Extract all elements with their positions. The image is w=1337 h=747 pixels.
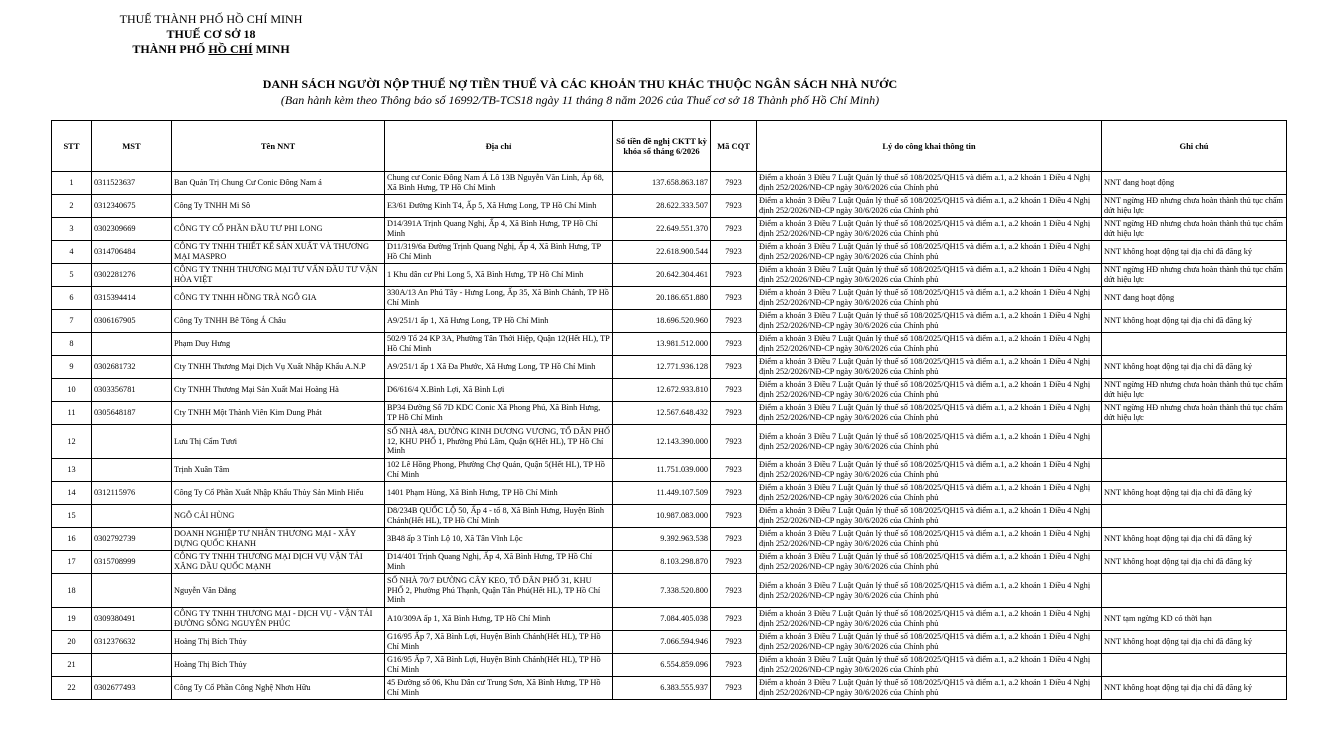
table-row <box>52 505 1287 528</box>
row-note: NNT đang hoạt động <box>1102 172 1287 195</box>
row-amount: 7.084.405.038 <box>613 608 711 631</box>
row-mst: 0302309669 <box>92 218 172 241</box>
row-mst <box>92 425 172 459</box>
row-stt: 15 <box>52 505 92 528</box>
row-amount: 20.642.304.461 <box>613 264 711 287</box>
row-amount: 13.981.512.000 <box>613 333 711 356</box>
row-address: A9/251/1 ấp 1, Xã Hưng Long, TP Hồ Chí Minh <box>385 310 613 333</box>
row-note <box>1102 425 1287 459</box>
table-row <box>52 425 1287 459</box>
row-reason: Điểm a khoản 3 Điều 7 Luật Quản lý thuế số 108/2025/QH15 và điểm a.1, a.2 khoản 1 Điều 4 Nghị định 252/2026/NĐ-CP ngày 30/6/2026 của Chính phủ <box>757 264 1102 287</box>
row-taxpayer-name: Công Ty TNHH Bê Tông Á Châu <box>172 310 385 333</box>
row-stt: 19 <box>52 608 92 631</box>
row-address: E3/61 Đường Kinh T4, Ấp 5, Xã Hưng Long, TP Hồ Chí Minh <box>385 195 613 218</box>
row-mst: 0302677493 <box>92 677 172 700</box>
agency-line-3a: THÀNH PHỐ <box>132 42 209 56</box>
col-header-stt: STT <box>52 121 92 172</box>
row-cqt-code: 7923 <box>711 195 757 218</box>
row-reason: Điểm a khoản 3 Điều 7 Luật Quản lý thuế số 108/2025/QH15 và điểm a.1, a.2 khoản 1 Điều 4 Nghị định 252/2026/NĐ-CP ngày 30/6/2026 của Chính phủ <box>757 356 1102 379</box>
table-row <box>52 310 1287 333</box>
row-note: NNT không hoạt động tại địa chỉ đã đăng ký <box>1102 482 1287 505</box>
row-note: NNT không hoạt động tại địa chỉ đã đăng ký <box>1102 310 1287 333</box>
row-mst <box>92 333 172 356</box>
row-stt: 22 <box>52 677 92 700</box>
row-stt: 16 <box>52 528 92 551</box>
row-stt: 5 <box>52 264 92 287</box>
row-reason: Điểm a khoản 3 Điều 7 Luật Quản lý thuế số 108/2025/QH15 và điểm a.1, a.2 khoản 1 Điều 4 Nghị định 252/2026/NĐ-CP ngày 30/6/2026 của Chính phủ <box>757 677 1102 700</box>
row-address: SỐ NHÀ 70/7 ĐƯỜNG CÂY KEO, TỔ DÂN PHỐ 31, KHU PHỐ 2, Phường Phú Thạnh, Quận Tân Phú(Hết HL), TP Hồ Chí Minh <box>385 574 613 608</box>
row-note: NNT không hoạt động tại địa chỉ đã đăng ký <box>1102 241 1287 264</box>
issuing-agency-block <box>96 12 326 57</box>
row-amount: 9.392.963.538 <box>613 528 711 551</box>
document-subtitle: (Ban hành kèm theo Thông báo số 16992/TB-TCS18 ngày 11 tháng 8 năm 2026 của Thuế cơ sở 18 Thành phố Hồ Chí Minh) <box>280 93 880 107</box>
row-reason: Điểm a khoản 3 Điều 7 Luật Quản lý thuế số 108/2025/QH15 và điểm a.1, a.2 khoản 1 Điều 4 Nghị định 252/2026/NĐ-CP ngày 30/6/2026 của Chính phủ <box>757 482 1102 505</box>
row-amount: 18.696.520.960 <box>613 310 711 333</box>
row-mst: 0303356781 <box>92 379 172 402</box>
row-mst: 0302281276 <box>92 264 172 287</box>
row-cqt-code: 7923 <box>711 459 757 482</box>
row-reason: Điểm a khoản 3 Điều 7 Luật Quản lý thuế số 108/2025/QH15 và điểm a.1, a.2 khoản 1 Điều 4 Nghị định 252/2026/NĐ-CP ngày 30/6/2026 của Chính phủ <box>757 241 1102 264</box>
table-row <box>52 264 1287 287</box>
row-address: 330A/13 An Phú Tây - Hưng Long, Ấp 35, Xã Bình Chánh, TP Hồ Chí Minh <box>385 287 613 310</box>
row-stt: 9 <box>52 356 92 379</box>
row-amount: 12.771.936.128 <box>613 356 711 379</box>
table-row <box>52 356 1287 379</box>
row-cqt-code: 7923 <box>711 241 757 264</box>
row-mst: 0311523637 <box>92 172 172 195</box>
row-reason: Điểm a khoản 3 Điều 7 Luật Quản lý thuế số 108/2025/QH15 và điểm a.1, a.2 khoản 1 Điều 4 Nghị định 252/2026/NĐ-CP ngày 30/6/2026 của Chính phủ <box>757 195 1102 218</box>
row-taxpayer-name: Nguyễn Văn Đẳng <box>172 574 385 608</box>
table-row <box>52 195 1287 218</box>
row-reason: Điểm a khoản 3 Điều 7 Luật Quản lý thuế số 108/2025/QH15 và điểm a.1, a.2 khoản 1 Điều 4 Nghị định 252/2026/NĐ-CP ngày 30/6/2026 của Chính phủ <box>757 574 1102 608</box>
row-note: NNT không hoạt động tại địa chỉ đã đăng ký <box>1102 677 1287 700</box>
row-mst: 0315708999 <box>92 551 172 574</box>
row-stt: 18 <box>52 574 92 608</box>
agency-line-3b: HỒ CHÍ <box>208 42 253 56</box>
row-stt: 11 <box>52 402 92 425</box>
row-amount: 28.622.333.507 <box>613 195 711 218</box>
row-amount: 10.987.083.000 <box>613 505 711 528</box>
table-header-row <box>52 121 1287 172</box>
row-taxpayer-name: NGÔ CẢI HÙNG <box>172 505 385 528</box>
row-cqt-code: 7923 <box>711 356 757 379</box>
col-header-address: Địa chỉ <box>385 121 613 172</box>
table-row <box>52 459 1287 482</box>
row-note: NNT tạm ngừng KD có thời hạn <box>1102 608 1287 631</box>
row-mst: 0309380491 <box>92 608 172 631</box>
agency-line-3c: MINH <box>252 42 290 56</box>
table-row <box>52 333 1287 356</box>
row-address: 102 Lê Hồng Phong, Phường Chợ Quán, Quận 5(Hết HL), TP Hồ Chí Minh <box>385 459 613 482</box>
row-taxpayer-name: CÔNG TY TNHH THIẾT KẾ SẢN XUẤT VÀ THƯƠNG MẠI MASPRO <box>172 241 385 264</box>
row-mst <box>92 654 172 677</box>
row-reason: Điểm a khoản 3 Điều 7 Luật Quản lý thuế số 108/2025/QH15 và điểm a.1, a.2 khoản 1 Điều 4 Nghị định 252/2026/NĐ-CP ngày 30/6/2026 của Chính phủ <box>757 218 1102 241</box>
row-amount: 22.618.900.544 <box>613 241 711 264</box>
row-mst: 0302681732 <box>92 356 172 379</box>
col-header-name: Tên NNT <box>172 121 385 172</box>
row-mst: 0312115976 <box>92 482 172 505</box>
row-amount: 8.103.298.870 <box>613 551 711 574</box>
row-note <box>1102 654 1287 677</box>
row-stt: 7 <box>52 310 92 333</box>
row-taxpayer-name: Phạm Duy Hưng <box>172 333 385 356</box>
row-note: NNT không hoạt động tại địa chỉ đã đăng ký <box>1102 551 1287 574</box>
row-cqt-code: 7923 <box>711 608 757 631</box>
row-taxpayer-name: Công Ty Cổ Phần Công Nghệ Nhơn Hữu <box>172 677 385 700</box>
row-cqt-code: 7923 <box>711 425 757 459</box>
row-amount: 6.554.859.096 <box>613 654 711 677</box>
row-amount: 11.751.039.000 <box>613 459 711 482</box>
row-amount: 20.186.651.880 <box>613 287 711 310</box>
col-header-mst: MST <box>92 121 172 172</box>
row-note: NNT ngừng HĐ nhưng chưa hoàn thành thủ tục chấm dứt hiệu lực <box>1102 264 1287 287</box>
col-header-cqt: Mã CQT <box>711 121 757 172</box>
table-row <box>52 172 1287 195</box>
document-title: DANH SÁCH NGƯỜI NỘP THUẾ NỢ TIỀN THUẾ VÀ CÁC KHOẢN THU KHÁC THUỘC NGÂN SÁCH NHÀ NƯỚC <box>262 77 898 91</box>
table-row <box>52 482 1287 505</box>
row-amount: 7.066.594.946 <box>613 631 711 654</box>
table-row <box>52 241 1287 264</box>
row-cqt-code: 7923 <box>711 218 757 241</box>
row-cqt-code: 7923 <box>711 287 757 310</box>
row-cqt-code: 7923 <box>711 528 757 551</box>
row-note <box>1102 459 1287 482</box>
row-reason: Điểm a khoản 3 Điều 7 Luật Quản lý thuế số 108/2025/QH15 và điểm a.1, a.2 khoản 1 Điều 4 Nghị định 252/2026/NĐ-CP ngày 30/6/2026 của Chính phủ <box>757 402 1102 425</box>
row-note <box>1102 574 1287 608</box>
row-mst: 0312376632 <box>92 631 172 654</box>
row-address: 45 Đường số 06, Khu Dân cư Trung Sơn, Xã Bình Hưng, TP Hồ Chí Minh <box>385 677 613 700</box>
row-mst <box>92 459 172 482</box>
row-amount: 12.672.933.810 <box>613 379 711 402</box>
table-row <box>52 631 1287 654</box>
row-stt: 8 <box>52 333 92 356</box>
table-row <box>52 608 1287 631</box>
row-stt: 2 <box>52 195 92 218</box>
row-taxpayer-name: DOANH NGHIỆP TƯ NHÂN THƯƠNG MẠI - XÂY DỰNG QUỐC KHANH <box>172 528 385 551</box>
row-note: NNT ngừng HĐ nhưng chưa hoàn thành thủ tục chấm dứt hiệu lực <box>1102 218 1287 241</box>
row-mst: 0315394414 <box>92 287 172 310</box>
row-address: G16/95 Ấp 7, Xã Bình Lợi, Huyện Bình Chánh(Hết HL), TP Hồ Chí Minh <box>385 654 613 677</box>
row-address: 3B48 ấp 3 Tỉnh Lộ 10, Xã Tân Vĩnh Lộc <box>385 528 613 551</box>
row-stt: 10 <box>52 379 92 402</box>
row-stt: 20 <box>52 631 92 654</box>
row-mst: 0306167905 <box>92 310 172 333</box>
row-address: D11/319/6a Đường Trịnh Quang Nghị, Ấp 4, Xã Bình Hưng, TP Hồ Chí Minh <box>385 241 613 264</box>
row-note: NNT không hoạt động tại địa chỉ đã đăng ký <box>1102 356 1287 379</box>
row-mst: 0305648187 <box>92 402 172 425</box>
table-row <box>52 379 1287 402</box>
row-taxpayer-name: Lưu Thị Cẩm Tươi <box>172 425 385 459</box>
row-cqt-code: 7923 <box>711 654 757 677</box>
debtor-table <box>51 120 1287 700</box>
row-cqt-code: 7923 <box>711 264 757 287</box>
row-taxpayer-name: Hoàng Thị Bích Thủy <box>172 631 385 654</box>
table-row <box>52 654 1287 677</box>
row-taxpayer-name: Cty TNHH Thương Mại Dịch Vụ Xuất Nhập Khẩu A.N.P <box>172 356 385 379</box>
table-row <box>52 574 1287 608</box>
row-address: A10/309A ấp 1, Xã Bình Hưng, TP Hồ Chí Minh <box>385 608 613 631</box>
row-address: A9/251/1 ấp 1 Xã Đa Phước, Xã Hưng Long, TP Hồ Chí Minh <box>385 356 613 379</box>
row-mst: 0312340675 <box>92 195 172 218</box>
table-row <box>52 218 1287 241</box>
row-taxpayer-name: CÔNG TY TNHH THƯƠNG MẠI TƯ VẤN ĐẦU TƯ VẬN HÒA VIỆT <box>172 264 385 287</box>
row-taxpayer-name: CÔNG TY CỔ PHẦN ĐẦU TƯ PHI LONG <box>172 218 385 241</box>
col-header-note: Ghi chú <box>1102 121 1287 172</box>
row-mst <box>92 574 172 608</box>
row-taxpayer-name: CÔNG TY TNHH HỒNG TRÀ NGÔ GIA <box>172 287 385 310</box>
row-address: D6/616/4 X.Bình Lợi, Xã Bình Lợi <box>385 379 613 402</box>
row-cqt-code: 7923 <box>711 505 757 528</box>
row-stt: 17 <box>52 551 92 574</box>
agency-line-2: THUẾ CƠ SỞ 18 <box>166 27 256 41</box>
row-note: NNT không hoạt động tại địa chỉ đã đăng ký <box>1102 528 1287 551</box>
row-reason: Điểm a khoản 3 Điều 7 Luật Quản lý thuế số 108/2025/QH15 và điểm a.1, a.2 khoản 1 Điều 4 Nghị định 252/2026/NĐ-CP ngày 30/6/2026 của Chính phủ <box>757 379 1102 402</box>
table-row <box>52 528 1287 551</box>
row-reason: Điểm a khoản 3 Điều 7 Luật Quản lý thuế số 108/2025/QH15 và điểm a.1, a.2 khoản 1 Điều 4 Nghị định 252/2026/NĐ-CP ngày 30/6/2026 của Chính phủ <box>757 608 1102 631</box>
row-amount: 7.338.520.800 <box>613 574 711 608</box>
row-reason: Điểm a khoản 3 Điều 7 Luật Quản lý thuế số 108/2025/QH15 và điểm a.1, a.2 khoản 1 Điều 4 Nghị định 252/2026/NĐ-CP ngày 30/6/2026 của Chính phủ <box>757 505 1102 528</box>
row-reason: Điểm a khoản 3 Điều 7 Luật Quản lý thuế số 108/2025/QH15 và điểm a.1, a.2 khoản 1 Điều 4 Nghị định 252/2026/NĐ-CP ngày 30/6/2026 của Chính phủ <box>757 551 1102 574</box>
row-taxpayer-name: Công Ty Cổ Phần Xuất Nhập Khẩu Thủy Sản Minh Hiếu <box>172 482 385 505</box>
row-address: Chung cư Conic Đông Nam Á Lô 13B Nguyễn Văn Linh, Áp 68, Xã Bình Hưng, TP Hồ Chí Minh <box>385 172 613 195</box>
col-header-amount: Số tiền đề nghị CKTT kỳ khóa sổ tháng 6/2026 <box>613 121 711 172</box>
table-row <box>52 402 1287 425</box>
row-address: SỐ NHÀ 48A, ĐƯỜNG KINH DƯƠNG VƯƠNG, TỔ DÂN PHỐ 12, KHU PHỐ 1, Phường Phú Lâm, Quận 6(Hết HL), TP Hồ Chí Minh <box>385 425 613 459</box>
row-cqt-code: 7923 <box>711 482 757 505</box>
row-note: NNT đang hoạt động <box>1102 287 1287 310</box>
col-header-reason: Lý do công khai thông tin <box>757 121 1102 172</box>
row-cqt-code: 7923 <box>711 172 757 195</box>
row-taxpayer-name: Hoàng Thị Bích Thủy <box>172 654 385 677</box>
row-taxpayer-name: CÔNG TY TNHH THƯƠNG MẠI - DỊCH VỤ - VẬN TẢI ĐƯỜNG SÔNG NGUYÊN PHÚC <box>172 608 385 631</box>
table-row <box>52 551 1287 574</box>
row-cqt-code: 7923 <box>711 379 757 402</box>
row-address: 1401 Phạm Hùng, Xã Bình Hưng, TP Hồ Chí Minh <box>385 482 613 505</box>
row-taxpayer-name: Công Ty TNHH Mi Sô <box>172 195 385 218</box>
row-stt: 12 <box>52 425 92 459</box>
row-cqt-code: 7923 <box>711 551 757 574</box>
row-stt: 13 <box>52 459 92 482</box>
row-reason: Điểm a khoản 3 Điều 7 Luật Quản lý thuế số 108/2025/QH15 và điểm a.1, a.2 khoản 1 Điều 4 Nghị định 252/2026/NĐ-CP ngày 30/6/2026 của Chính phủ <box>757 333 1102 356</box>
row-note: NNT ngừng HĐ nhưng chưa hoàn thành thủ tục chấm dứt hiệu lực <box>1102 195 1287 218</box>
row-reason: Điểm a khoản 3 Điều 7 Luật Quản lý thuế số 108/2025/QH15 và điểm a.1, a.2 khoản 1 Điều 4 Nghị định 252/2026/NĐ-CP ngày 30/6/2026 của Chính phủ <box>757 528 1102 551</box>
row-amount: 137.658.863.187 <box>613 172 711 195</box>
row-reason: Điểm a khoản 3 Điều 7 Luật Quản lý thuế số 108/2025/QH15 và điểm a.1, a.2 khoản 1 Điều 4 Nghị định 252/2026/NĐ-CP ngày 30/6/2026 của Chính phủ <box>757 459 1102 482</box>
row-note: NNT ngừng HĐ nhưng chưa hoàn thành thủ tục chấm dứt hiệu lực <box>1102 402 1287 425</box>
row-stt: 4 <box>52 241 92 264</box>
row-address: D14/391A Trịnh Quang Nghị, Ấp 4, Xã Bình Hưng, TP Hồ Chí Minh <box>385 218 613 241</box>
row-cqt-code: 7923 <box>711 677 757 700</box>
row-stt: 14 <box>52 482 92 505</box>
table-row <box>52 287 1287 310</box>
row-taxpayer-name: Ban Quản Trị Chung Cư Conic Đông Nam á <box>172 172 385 195</box>
row-amount: 6.383.555.937 <box>613 677 711 700</box>
row-stt: 1 <box>52 172 92 195</box>
row-reason: Điểm a khoản 3 Điều 7 Luật Quản lý thuế số 108/2025/QH15 và điểm a.1, a.2 khoản 1 Điều 4 Nghị định 252/2026/NĐ-CP ngày 30/6/2026 của Chính phủ <box>757 425 1102 459</box>
row-amount: 12.143.390.000 <box>613 425 711 459</box>
row-cqt-code: 7923 <box>711 574 757 608</box>
row-amount: 11.449.107.509 <box>613 482 711 505</box>
row-reason: Điểm a khoản 3 Điều 7 Luật Quản lý thuế số 108/2025/QH15 và điểm a.1, a.2 khoản 1 Điều 4 Nghị định 252/2026/NĐ-CP ngày 30/6/2026 của Chính phủ <box>757 310 1102 333</box>
row-address: D14/401 Trịnh Quang Nghị, Ấp 4, Xã Bình Hưng, TP Hồ Chí Minh <box>385 551 613 574</box>
row-address: D8/234B QUỐC LỘ 50, Ấp 4 - tổ 8, Xã Bình Hưng, Huyện Bình Chánh(Hết HL), TP Hồ Chí Minh <box>385 505 613 528</box>
row-mst: 0314706484 <box>92 241 172 264</box>
row-stt: 21 <box>52 654 92 677</box>
agency-line-3 <box>96 42 326 57</box>
row-cqt-code: 7923 <box>711 402 757 425</box>
row-mst <box>92 505 172 528</box>
row-taxpayer-name: Cty TNHH Thương Mại Sản Xuất Mai Hoàng Hà <box>172 379 385 402</box>
row-address: G16/95 Ấp 7, Xã Bình Lợi, Huyện Bình Chánh(Hết HL), TP Hồ Chí Minh <box>385 631 613 654</box>
row-reason: Điểm a khoản 3 Điều 7 Luật Quản lý thuế số 108/2025/QH15 và điểm a.1, a.2 khoản 1 Điều 4 Nghị định 252/2026/NĐ-CP ngày 30/6/2026 của Chính phủ <box>757 287 1102 310</box>
row-taxpayer-name: Trịnh Xuân Tâm <box>172 459 385 482</box>
row-stt: 3 <box>52 218 92 241</box>
row-taxpayer-name: CÔNG TY TNHH THƯƠNG MẠI DỊCH VỤ VẬN TẢI XĂNG DẦU QUỐC MẠNH <box>172 551 385 574</box>
agency-line-1: THUẾ THÀNH PHỐ HỒ CHÍ MINH <box>119 12 303 26</box>
row-mst: 0302792739 <box>92 528 172 551</box>
row-reason: Điểm a khoản 3 Điều 7 Luật Quản lý thuế số 108/2025/QH15 và điểm a.1, a.2 khoản 1 Điều 4 Nghị định 252/2026/NĐ-CP ngày 30/6/2026 của Chính phủ <box>757 172 1102 195</box>
row-note <box>1102 333 1287 356</box>
row-amount: 12.567.648.432 <box>613 402 711 425</box>
row-reason: Điểm a khoản 3 Điều 7 Luật Quản lý thuế số 108/2025/QH15 và điểm a.1, a.2 khoản 1 Điều 4 Nghị định 252/2026/NĐ-CP ngày 30/6/2026 của Chính phủ <box>757 654 1102 677</box>
row-stt: 6 <box>52 287 92 310</box>
row-taxpayer-name: Cty TNHH Một Thành Viên Kim Dung Phát <box>172 402 385 425</box>
table-row <box>52 677 1287 700</box>
row-note: NNT không hoạt động tại địa chỉ đã đăng ký <box>1102 631 1287 654</box>
row-reason: Điểm a khoản 3 Điều 7 Luật Quản lý thuế số 108/2025/QH15 và điểm a.1, a.2 khoản 1 Điều 4 Nghị định 252/2026/NĐ-CP ngày 30/6/2026 của Chính phủ <box>757 631 1102 654</box>
row-note: NNT ngừng HĐ nhưng chưa hoàn thành thủ tục chấm dứt hiệu lực <box>1102 379 1287 402</box>
row-note <box>1102 505 1287 528</box>
row-address: 1 Khu dân cư Phi Long 5, Xã Bình Hưng, TP Hồ Chí Minh <box>385 264 613 287</box>
row-address: 502/9 Tổ 24 KP 3A, Phường Tân Thới Hiệp, Quận 12(Hết HL), TP Hồ Chí Minh <box>385 333 613 356</box>
row-address: BP34 Đường Số 7D KDC Conic Xã Phong Phú, Xã Bình Hưng, TP Hồ Chí Minh <box>385 402 613 425</box>
row-cqt-code: 7923 <box>711 333 757 356</box>
row-cqt-code: 7923 <box>711 310 757 333</box>
row-cqt-code: 7923 <box>711 631 757 654</box>
row-amount: 22.649.551.370 <box>613 218 711 241</box>
